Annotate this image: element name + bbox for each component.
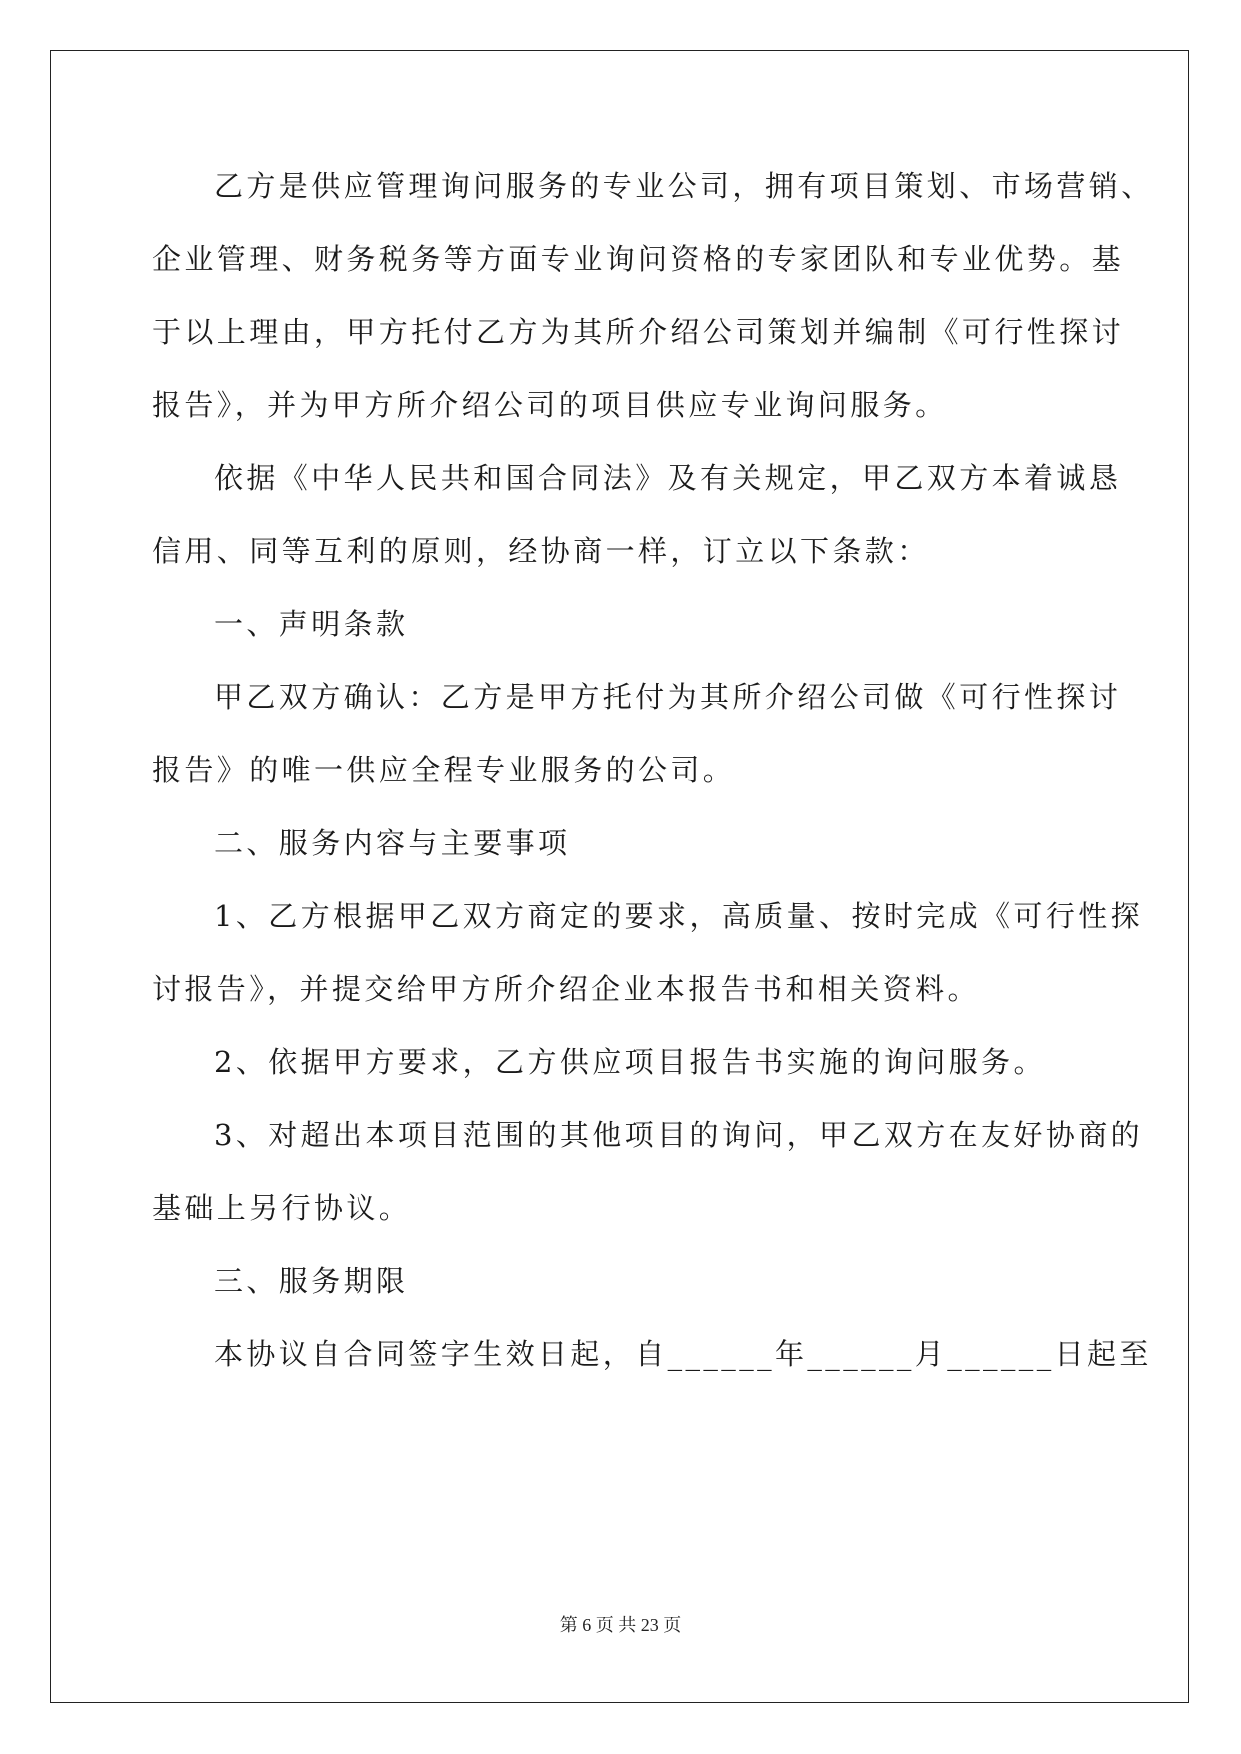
paragraph-line: 本协议自合同签字生效日起，自______年______月______日起至: [214, 1337, 1152, 1371]
paragraph-line: 甲乙双方确认：乙方是甲方托付为其所介绍公司做《可行性探讨: [214, 680, 1122, 714]
paragraph-line: 3、对超出本项目范围的其他项目的询问，甲乙双方在友好协商的: [214, 1118, 1144, 1152]
paragraph-line: 报告》，并为甲方所介绍公司的项目供应专业询问服务。: [152, 388, 948, 422]
section-heading: 二、服务内容与主要事项: [214, 826, 571, 860]
paragraph-line: 1、乙方根据甲乙双方商定的要求，高质量、按时完成《可行性探: [214, 899, 1144, 933]
paragraph-line: 企业管理、财务税务等方面专业询问资格的专家团队和专业优势。基: [152, 242, 1125, 276]
paragraph-line: 信用、同等互利的原则，经协商一样，订立以下条款：: [152, 534, 930, 568]
page-number-footer: 第 6 页 共 23 页: [559, 1615, 682, 1635]
paragraph-line: 报告》的唯一供应全程专业服务的公司。: [152, 753, 736, 787]
section-heading: 三、服务期限: [214, 1264, 409, 1298]
paragraph-line: 2、依据甲方要求，乙方供应项目报告书实施的询问服务。: [214, 1045, 1046, 1079]
paragraph-line: 依据《中华人民共和国合同法》及有关规定，甲乙双方本着诚恳: [214, 461, 1122, 495]
paragraph-line: 乙方是供应管理询问服务的专业公司，拥有项目策划、市场营销、: [214, 169, 1154, 203]
section-heading: 一、声明条款: [214, 607, 409, 641]
paragraph-line: 基础上另行协议。: [152, 1191, 412, 1225]
paragraph-line: 讨报告》，并提交给甲方所介绍企业本报告书和相关资料。: [152, 972, 980, 1006]
paragraph-line: 于以上理由，甲方托付乙方为其所介绍公司策划并编制《可行性探讨: [152, 315, 1125, 349]
page-border: [50, 50, 1189, 1703]
